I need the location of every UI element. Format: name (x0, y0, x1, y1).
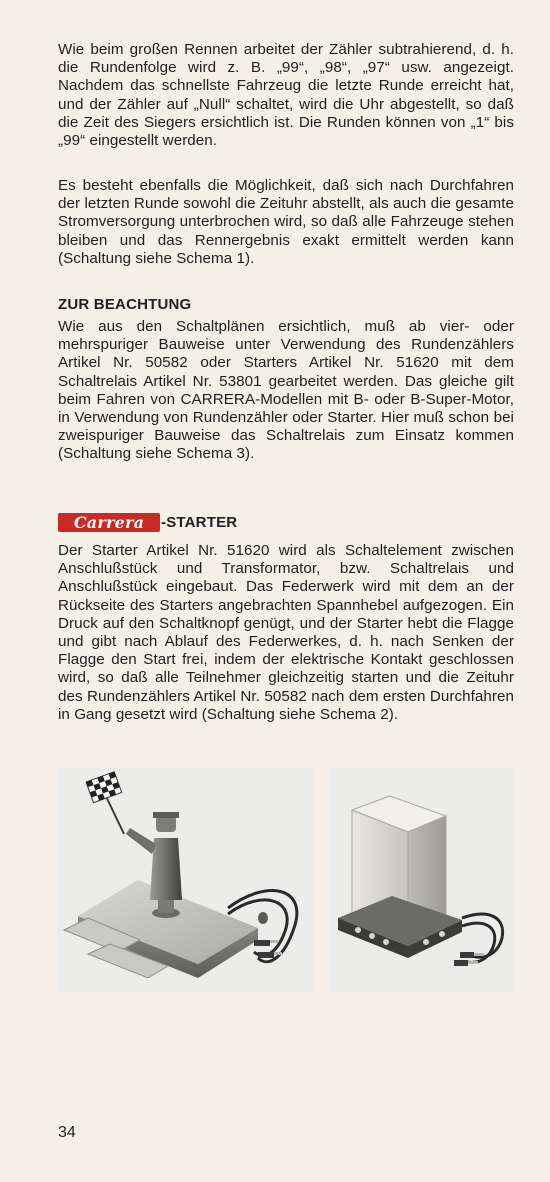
starter-title: -STARTER (161, 513, 238, 531)
carrera-logo (58, 513, 160, 532)
paragraph-stromversorgung: Es besteht ebenfalls die Möglichkeit, daß sich nach Durchfahren der letzten Runde sowohl die Zeituhr abstellt, als auch die gesamte Stromversorgung unterbrochen wird, so daß alle Fahrzeuge stehen bleiben und das Rennergebnis exakt ermittelt werden kann (Schaltung siehe Schema 1). (58, 177, 514, 267)
heading-carrera-starter (58, 512, 237, 532)
paragraph-rundenzaehler: Wie beim großen Rennen arbeitet der Zähler subtrahierend, d. h. die Rundenfolge wird z. B. „99“, „98“, „97“ usw. angezeigt. Nachdem das schnellste Fahrzeug die letzte Runde erreicht hat, und der Zähler auf „Null“ schaltet, wird die Uhr abgestellt, so daß die Zeit des Siegers ersichtlich ist. Die Runden können von „1“ bis „99“ eingestellt werden. (58, 41, 514, 150)
paragraph-beachtung: Wie aus den Schaltplänen ersichtlich, muß ab vier- oder mehrspuriger Bauweise unter Verwendung des Rundenzählers Artikel Nr. 50582 oder Starters Artikel Nr. 51620 mit dem Schaltrelais Artikel Nr. 53801 gearbeitet werden. Das gleiche gilt beim Fahren von CARRERA-Modellen mit B- oder B-Super-Motor, in Verwendung von Rundenzähler oder Starter. Hier muß schon bei zweispuriger Bauweise das Schaltrelais zum Einsatz kommen (Schaltung siehe Schema 3). (58, 318, 514, 463)
heading-zur-beachtung: ZUR BEACHTUNG (58, 296, 192, 313)
carrera-logo-text: Carrera (73, 512, 145, 532)
starter-photo (58, 768, 314, 992)
page-number: 34 (58, 1124, 76, 1141)
paragraph-starter: Der Starter Artikel Nr. 51620 wird als Schaltelement zwischen Anschlußstück und Transformator, bzw. Schaltrelais und Anschlußstück eingebaut. Das Federwerk wird mit dem an der Rückseite des Starters angebrachten Spannhebel aufgezogen. Ein Druck auf den Schaltknopf genügt, und der Starter hebt die Flagge und gibt nach Ablauf des Federwerkes, d. h. nach Senken der Flagge den Start frei, indem der elektrische Kontakt geschlossen wird, so daß alle Teilnehmer gleichzeitig starten und die Zeituhr des Rundenzählers Artikel Nr. 50582 nach dem ersten Durchfahren in Gang gesetzt wird (Schaltung siehe Schema 2). (58, 542, 514, 723)
schaltrelais-photo (330, 768, 514, 992)
